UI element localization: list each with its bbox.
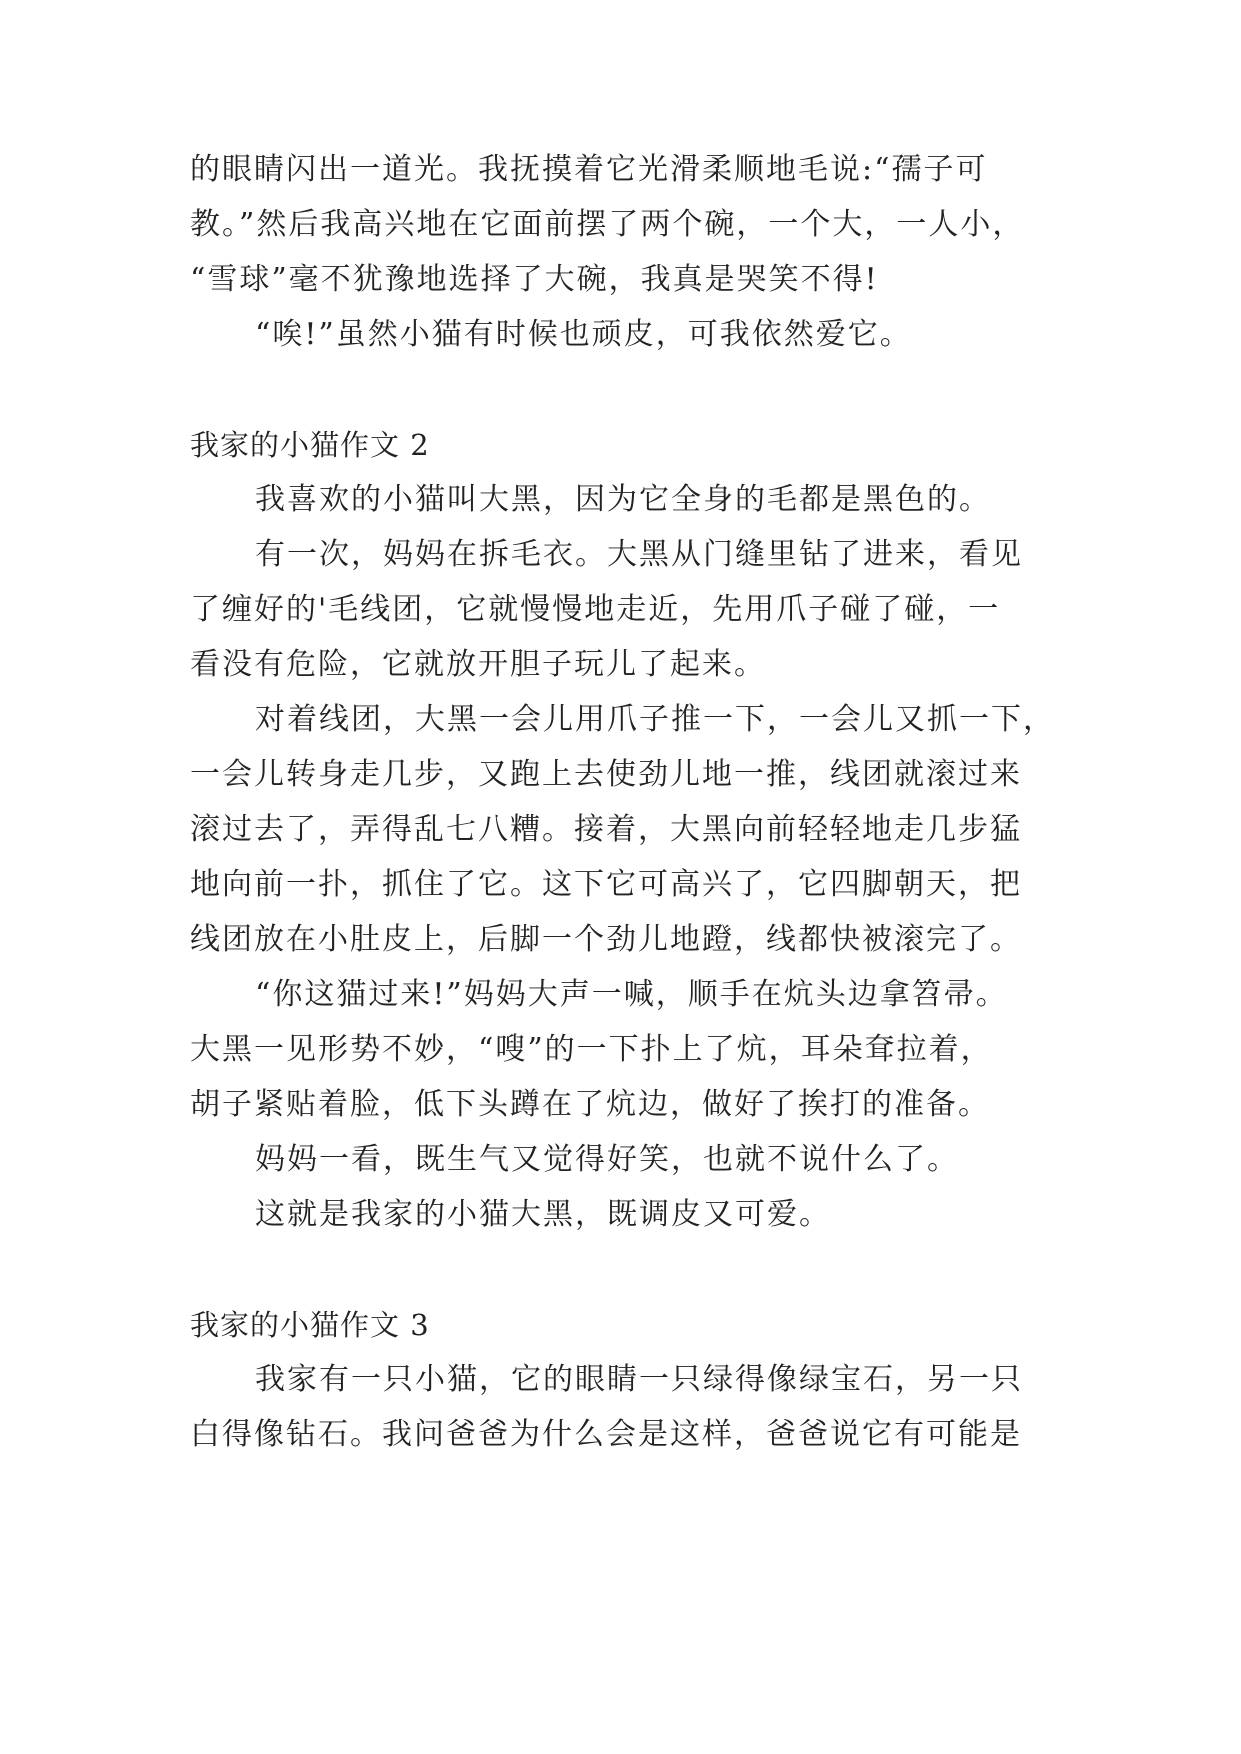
section-heading: 我家的小猫作文 2 bbox=[190, 428, 430, 462]
paragraph-line: 对着线团，大黑一会儿用爪子推一下，一会儿又抓一下， bbox=[255, 702, 1055, 737]
paragraph-line: 大黑一见形势不妙，“嗖”的一下扑上了炕，耳朵耷拉着， bbox=[190, 1032, 993, 1067]
paragraph-line: 滚过去了，弄得乱七八糟。接着，大黑向前轻轻地走几步猛 bbox=[190, 812, 1022, 847]
section-heading: 我家的小猫作文 3 bbox=[190, 1308, 430, 1342]
paragraph-line: “雪球”毫不犹豫地选择了大碗，我真是哭笑不得! bbox=[190, 262, 879, 297]
paragraph-line: “你这猫过来!”妈妈大声一喊，顺手在炕头边拿笤帚。 bbox=[255, 977, 1008, 1012]
paragraph-line: 的眼睛闪出一道光。我抚摸着它光滑柔顺地毛说:“孺子可 bbox=[190, 152, 988, 187]
paragraph-line: 胡子紧贴着脸，低下头蹲在了炕边，做好了挨打的准备。 bbox=[190, 1087, 990, 1122]
paragraph-line: 妈妈一看，既生气又觉得好笑，也就不说什么了。 bbox=[255, 1142, 959, 1177]
paragraph-line: 这就是我家的小猫大黑，既调皮又可爱。 bbox=[255, 1197, 831, 1232]
paragraph-line: “唉!”虽然小猫有时候也顽皮，可我依然爱它。 bbox=[255, 317, 912, 352]
paragraph-line: 教。”然后我高兴地在它面前摆了两个碗，一个大，一人小， bbox=[190, 207, 1025, 242]
paragraph-line: 有一次，妈妈在拆毛衣。大黑从门缝里钻了进来，看见 bbox=[255, 537, 1023, 572]
paragraph-line: 我喜欢的小猫叫大黑，因为它全身的毛都是黑色的。 bbox=[255, 482, 991, 517]
paragraph-line: 了缠好的'毛线团，它就慢慢地走近，先用爪子碰了碰，一 bbox=[190, 592, 1001, 627]
paragraph-line: 白得像钻石。我问爸爸为什么会是这样，爸爸说它有可能是 bbox=[190, 1417, 1022, 1452]
paragraph-line: 我家有一只小猫，它的眼睛一只绿得像绿宝石，另一只 bbox=[255, 1362, 1023, 1397]
paragraph-line: 一会儿转身走几步，又跑上去使劲儿地一推，线团就滚过来 bbox=[190, 757, 1022, 792]
paragraph-line: 看没有危险，它就放开胆子玩儿了起来。 bbox=[190, 647, 766, 682]
paragraph-line: 线团放在小肚皮上，后脚一个劲儿地蹬，线都快被滚完了。 bbox=[190, 922, 1022, 957]
paragraph-line: 地向前一扑，抓住了它。这下它可高兴了，它四脚朝天，把 bbox=[190, 867, 1022, 902]
